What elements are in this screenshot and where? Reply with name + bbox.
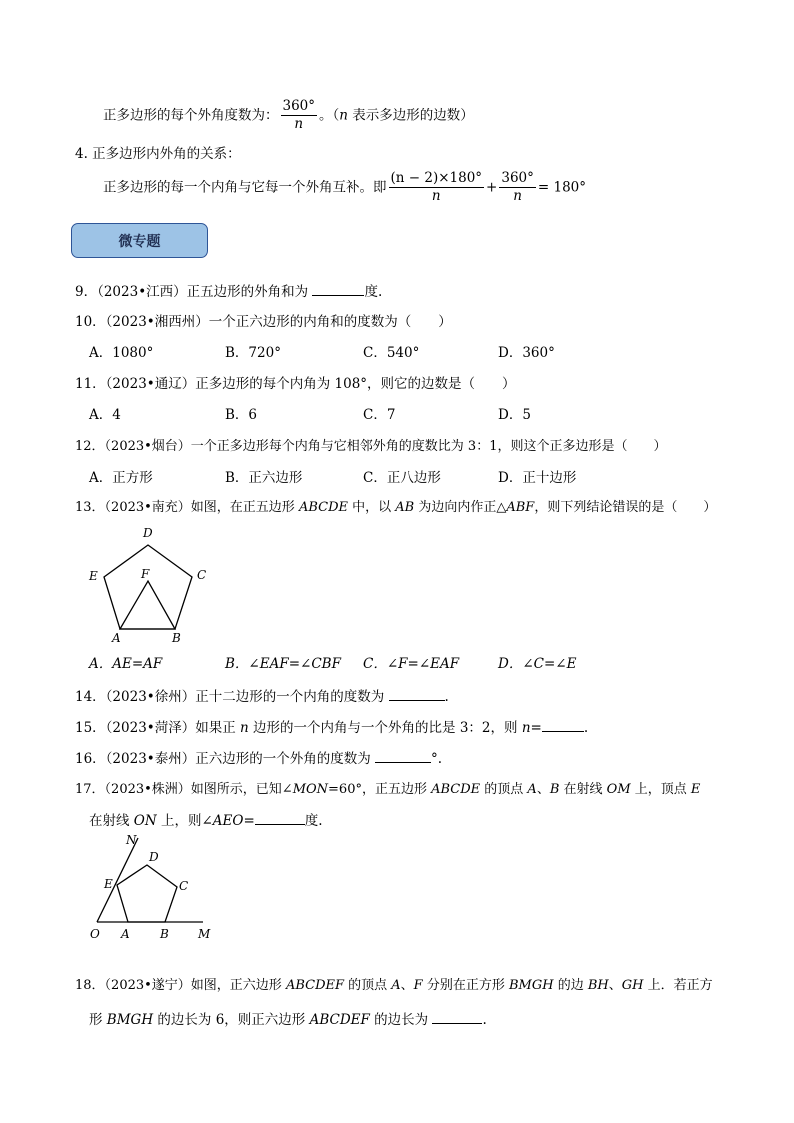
q13-option-a: A．AE=AF bbox=[89, 656, 163, 672]
q17-label-o: O bbox=[90, 927, 100, 941]
rule4-plus: + bbox=[486, 179, 498, 196]
q17-label-e: E bbox=[104, 877, 113, 891]
rule4-fraction1-den: n bbox=[431, 188, 441, 204]
q16-stem: 16．（2023•泰州）正六边形的一个外角的度数为 bbox=[75, 751, 371, 767]
q17-l1-a: 17．（2023•株洲）如图所示，已知∠ bbox=[75, 782, 293, 797]
q17-label-d: D bbox=[149, 850, 159, 864]
question-10: 10．（2023•湘西州）一个正六边形的内角和的度数为（ ） bbox=[75, 314, 452, 330]
q17-label-c: C bbox=[179, 879, 189, 893]
q17-l2-b: ON bbox=[133, 813, 157, 829]
rule3-suffix2: 表示多边形的边数） bbox=[347, 107, 474, 124]
q15-var2: n bbox=[521, 720, 531, 736]
q18-l1-l: GH bbox=[621, 978, 644, 993]
q9-after: 度. bbox=[364, 284, 383, 300]
q17-blank bbox=[255, 811, 305, 825]
q18-after: . bbox=[482, 1012, 487, 1028]
q11-option-a: A．4 bbox=[89, 407, 121, 423]
q11-option-d: D．5 bbox=[498, 407, 531, 423]
question-17-line1 bbox=[75, 781, 700, 799]
q17-l1-e: 的顶点 bbox=[480, 782, 528, 797]
q17-label-m: M bbox=[198, 927, 211, 941]
q14-blank bbox=[389, 687, 445, 701]
q11-option-c: C．7 bbox=[363, 407, 396, 423]
q10-option-c: C．540° bbox=[363, 345, 420, 361]
q18-l2-a: 形 bbox=[89, 1012, 107, 1028]
q12-option-c: C．正八边形 bbox=[363, 470, 441, 486]
q18-l1-c: 的顶点 bbox=[344, 978, 392, 993]
q10-option-b: B．720° bbox=[225, 345, 281, 361]
q10-option-a: A．1080° bbox=[89, 345, 154, 361]
q13-stem-a: 13．（2023•南充）如图，在正五边形 bbox=[75, 500, 299, 515]
q13-stem-g: ，则下列结论错误的是（ ） bbox=[534, 500, 717, 515]
q13-label-e: E bbox=[89, 569, 98, 583]
q18-l1-g: 分别在正方形 bbox=[422, 978, 509, 993]
q17-l1-k: 上，顶点 bbox=[630, 782, 691, 797]
q13-stem-b: ABCDE bbox=[298, 500, 348, 515]
q15-blank bbox=[542, 718, 584, 732]
rule3-suffix1: 。（ bbox=[319, 107, 340, 124]
rule4-fraction2-num: 360° bbox=[501, 170, 534, 186]
q13-stem-d: AB bbox=[395, 500, 415, 515]
section-badge: 微专题 bbox=[71, 223, 208, 258]
q18-l1-f: F bbox=[413, 978, 423, 993]
q13-label-a: A bbox=[112, 631, 121, 643]
q17-label-b: B bbox=[160, 927, 169, 941]
question-9 bbox=[75, 282, 382, 301]
q17-l2-f: 度. bbox=[304, 813, 323, 829]
q17-l1-j: OM bbox=[606, 782, 631, 797]
q17-l1-h: B bbox=[549, 782, 560, 797]
q13-label-f: F bbox=[141, 567, 150, 581]
q18-blank bbox=[432, 1010, 482, 1024]
q18-l1-e: 、 bbox=[400, 978, 414, 993]
q17-l2-c: 上，则∠ bbox=[156, 813, 213, 829]
q15-stem-b: 边形的一个内角与一个外角的比是 3：2，则 bbox=[248, 720, 522, 736]
q13-option-b: B．∠EAF=∠CBF bbox=[225, 656, 341, 672]
q16-after: °. bbox=[431, 751, 443, 767]
q13-option-c: C．∠F=∠EAF bbox=[363, 656, 460, 672]
q18-l2-c: 的边长为 6，则正六边形 bbox=[153, 1012, 310, 1028]
q9-blank bbox=[312, 282, 364, 296]
rule4-text: 正多边形的每一个内角与它每一个外角互补。即 bbox=[103, 179, 387, 196]
q17-label-n: N bbox=[126, 833, 137, 847]
q18-l2-e: 的边长为 bbox=[369, 1012, 429, 1028]
q13-label-b: B bbox=[172, 631, 181, 643]
q18-l1-h: BMGH bbox=[508, 978, 554, 993]
q13-figure bbox=[85, 523, 225, 643]
question-16 bbox=[75, 749, 442, 768]
question-14 bbox=[75, 687, 449, 706]
rule4-title: 4. 正多边形内外角的关系： bbox=[75, 146, 241, 162]
q18-l2-b: BMGH bbox=[106, 1012, 154, 1028]
q13-option-d: D．∠C=∠E bbox=[498, 656, 577, 672]
question-18-line1 bbox=[75, 977, 713, 995]
rule3-prefix: 正多边形的每个外角度数为： bbox=[103, 107, 279, 124]
q11-option-b: B．6 bbox=[225, 407, 258, 423]
q15-after: . bbox=[583, 720, 589, 736]
q17-l1-g: 、 bbox=[536, 782, 550, 797]
rule4-fraction2-den: n bbox=[513, 188, 522, 204]
rule4-fraction1 bbox=[389, 170, 485, 205]
q16-blank bbox=[375, 749, 431, 763]
rule3-fraction bbox=[281, 98, 318, 133]
question-12: 12．（2023•烟台）一个正多边形每个内角与它相邻外角的度数比为 3：1，则这个正多边形是（ ） bbox=[75, 439, 667, 454]
q13-stem-e: 为边向内作正△ bbox=[414, 500, 507, 515]
q18-l1-k: 、 bbox=[608, 978, 622, 993]
q17-l1-f: A bbox=[527, 782, 537, 797]
q13-stem-c: 中，以 bbox=[347, 500, 396, 515]
q14-after: . bbox=[444, 689, 449, 705]
question-13 bbox=[75, 499, 716, 517]
rule4-fraction1-num: (n − 2)×180° bbox=[390, 170, 483, 186]
q17-label-a: A bbox=[121, 927, 130, 941]
q15-stem-c: = bbox=[530, 720, 542, 736]
q18-l1-a: 18．（2023•遂宁）如图，正六边形 bbox=[75, 978, 286, 993]
q17-l2-e: = bbox=[243, 813, 255, 829]
q13-triangle bbox=[120, 581, 175, 629]
q18-l2-d: ABCDEF bbox=[309, 1012, 370, 1028]
rule3-suffix-var: n bbox=[339, 107, 348, 124]
q18-l1-d: A bbox=[391, 978, 401, 993]
q17-l1-c: =60°，正五边形 bbox=[328, 782, 432, 797]
question-15 bbox=[75, 718, 588, 737]
rule4-line bbox=[103, 170, 586, 205]
q10-option-d: D．360° bbox=[498, 345, 555, 361]
q12-option-a: A．正方形 bbox=[89, 470, 153, 486]
rule4-fraction2 bbox=[499, 170, 536, 205]
q12-option-d: D．正十边形 bbox=[498, 470, 577, 486]
q18-l1-b: ABCDEF bbox=[285, 978, 344, 993]
question-11: 11．（2023•通辽）正多边形的每个内角为 108°，则它的边数是（ ） bbox=[75, 376, 516, 392]
q15-stem-a: 15．（2023•菏泽）如果正 bbox=[75, 720, 241, 736]
rule4-result: = 180° bbox=[537, 179, 587, 196]
q14-stem: 14．（2023•徐州）正十二边形的一个内角的度数为 bbox=[75, 689, 385, 705]
q17-pentagon bbox=[117, 865, 177, 922]
q17-l2-a: 在射线 bbox=[89, 813, 134, 829]
q13-label-c: C bbox=[197, 568, 207, 582]
question-17-line2 bbox=[89, 811, 323, 830]
q18-l1-m: 上．若正方 bbox=[643, 978, 713, 993]
q13-stem-f: ABF bbox=[506, 500, 535, 515]
q13-label-d: D bbox=[143, 526, 153, 540]
q17-l1-l: E bbox=[690, 782, 701, 797]
q17-l2-d: AEO bbox=[212, 813, 244, 829]
q17-figure bbox=[85, 830, 225, 945]
q17-l1-i: 在射线 bbox=[559, 782, 607, 797]
q12-option-b: B．正六边形 bbox=[225, 470, 303, 486]
q18-l1-i: 的边 bbox=[553, 978, 588, 993]
q13-pentagon bbox=[104, 545, 192, 629]
question-18-line2 bbox=[89, 1010, 487, 1029]
rule3-fraction-den: n bbox=[294, 116, 304, 132]
q17-l1-d: ABCDE bbox=[431, 782, 481, 797]
rule3-fraction-num: 360° bbox=[282, 98, 316, 114]
q18-l1-j: BH bbox=[587, 978, 609, 993]
rule3-line bbox=[103, 98, 474, 133]
q15-var: n bbox=[240, 720, 249, 736]
q17-l1-b: MON bbox=[292, 782, 329, 797]
q9-stem: 9．（2023•江西）正五边形的外角和为 bbox=[75, 284, 309, 300]
